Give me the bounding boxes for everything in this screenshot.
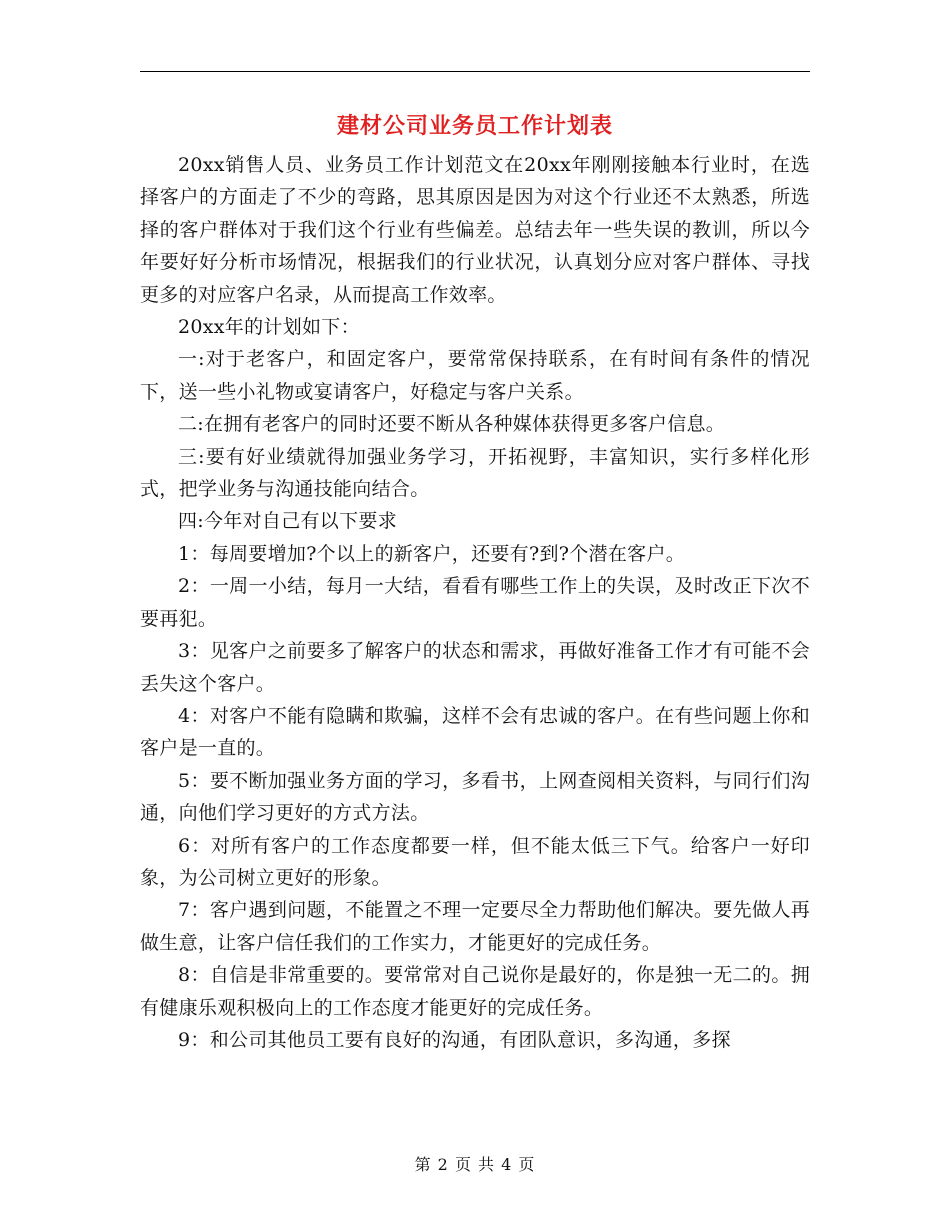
paragraph-requirement-7: 7：客户遇到问题，不能置之不理一定要尽全力帮助他们解决。要先做人再做生意，让客户信任我们的工作实力，才能更好的完成任务。 (140, 899, 810, 954)
paragraph-item-1: 一:对于老客户，和固定客户，要常常保持联系，在有时间有条件的情况下，送一些小礼物或宴请客户，好稳定与客户关系。 (140, 348, 810, 403)
paragraph-requirement-2: 2：一周一小结，每月一大结，看看有哪些工作上的失误，及时改正下次不要再犯。 (140, 575, 810, 630)
paragraph-requirement-9: 9：和公司其他员工要有良好的沟通，有团队意识，多沟通，多探 (178, 1028, 731, 1051)
paragraph-item-4: 四:今年对自己有以下要求 (178, 510, 398, 533)
header-rule (140, 71, 810, 72)
paragraph-requirement-5: 5：要不断加强业务方面的学习，多看书，上网查阅相关资料，与同行们沟通，向他们学习更好的方式方法。 (140, 769, 810, 825)
paragraph-requirement-3: 3：见客户之前要多了解客户的状态和需求，再做好准备工作才有可能不会丢失这个客户。 (140, 640, 810, 695)
paragraph-requirement-4: 4：对客户不能有隐瞒和欺骗，这样不会有忠诚的客户。在有些问题上你和客户是一直的。 (140, 704, 810, 760)
paragraph-requirement-6: 6：对所有客户的工作态度都要一样，但不能太低三下气。给客户一好印象，为公司树立更好的形象。 (140, 834, 810, 889)
paragraph-requirement-8: 8：自信是非常重要的。要常常对自己说你是最好的，你是独一无二的。拥有健康乐观积极向上的工作态度才能更好的完成任务。 (140, 964, 810, 1019)
paragraph-plan-heading: 20xx年的计划如下： (178, 316, 360, 339)
paragraph-requirement-1: 1：每周要增加?个以上的新客户，还要有?到?个潜在客户。 (178, 542, 686, 565)
paragraph-intro: 20xx销售人员、业务员工作计划范文在20xx年刚刚接触本行业时，在选择客户的方面走了不少的弯路，思其原因是因为对这个行业还不太熟悉，所选择的客户群体对于我们这个行业有些偏差。总结去年一些失误的教训，所以今年要好好分析市场情况，根据我们的行业状况，认真划分应对客户群体、寻找更多的对应客户名录，从而提高工作效率。 (140, 154, 810, 306)
page-number-footer: 第 2 页 共 4 页 (414, 1155, 536, 1174)
paragraph-item-2: 二:在拥有老客户的同时还要不断从各种媒体获得更多客户信息。 (178, 413, 726, 436)
paragraph-item-3: 三:要有好业绩就得加强业务学习，开拓视野，丰富知识，实行多样化形式，把学业务与沟通技能向结合。 (140, 445, 810, 501)
document-body (140, 149, 810, 1056)
document-title: 建材公司业务员工作计划表 (336, 113, 613, 139)
